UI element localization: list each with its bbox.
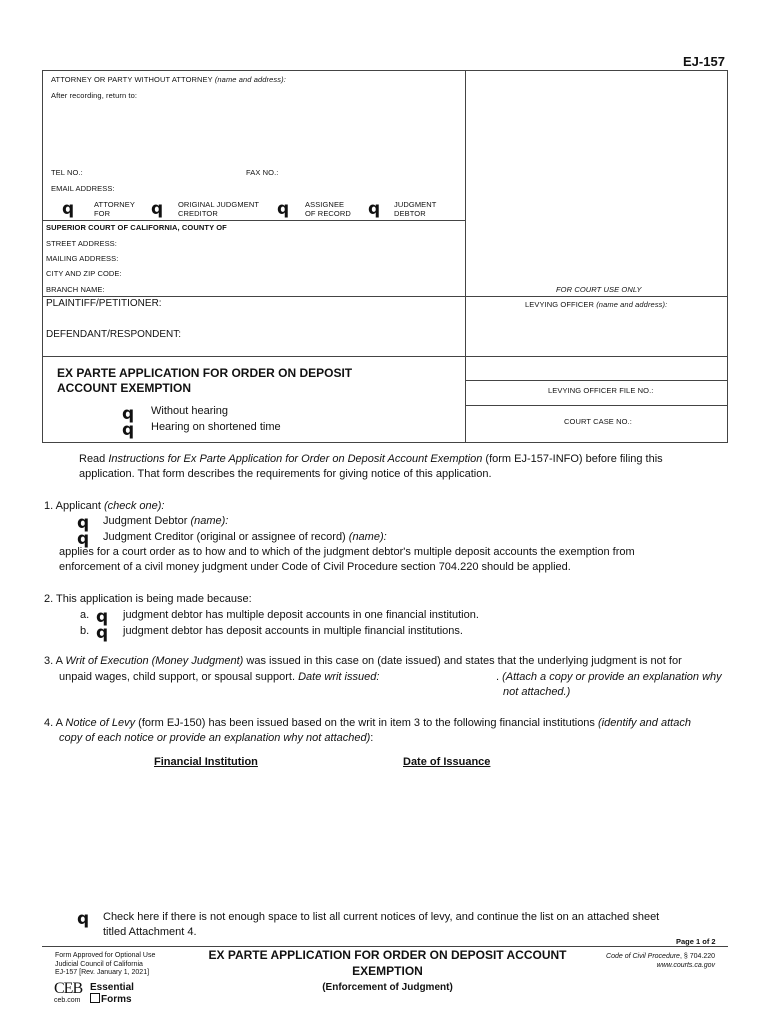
court-label: SUPERIOR COURT OF CALIFORNIA, COUNTY OF	[46, 223, 227, 232]
court-case-no-label: COURT CASE NO.:	[564, 417, 632, 426]
page-number: Page 1 of 2	[676, 937, 716, 946]
item2-a-label: a.	[80, 609, 90, 621]
role-checkbox-attorney[interactable]: q	[62, 199, 75, 219]
item4-line1: 4. A Notice of Levy (form EJ-150) has been issued based on the writ in item 3 to the following financial institutions (identify and attach	[44, 717, 691, 729]
after-recording: After recording, return to:	[51, 91, 138, 100]
city-label: CITY AND ZIP CODE:	[46, 269, 122, 278]
role-label-attorney: ATTORNEY FOR	[94, 200, 135, 218]
caption-divider	[465, 70, 466, 443]
email-label: EMAIL ADDRESS:	[51, 184, 115, 193]
footer-title: EX PARTE APPLICATION FOR ORDER ON DEPOSIT ACCOUNT EXEMPTION (Enforcement of Judgment)	[208, 948, 567, 993]
item2-b-checkbox[interactable]: q	[96, 623, 109, 643]
col-date-of-issuance: Date of Issuance	[403, 756, 491, 768]
intro-text: Read Instructions for Ex Parte Application for Order on Deposit Account Exemption (form EJ-157-INFO) before filing this application. That form describes the requirements for giving notice of this application.	[79, 453, 663, 480]
code-reference: Code of Civil Procedure, § 704.220 www.courts.ca.gov	[606, 953, 715, 969]
role-checkbox-assignee[interactable]: q	[277, 199, 290, 219]
role-label-assignee: ASSIGNEE OF RECORD	[305, 200, 351, 218]
item3-line2: unpaid wages, child support, or spousal support. Date writ issued:	[59, 671, 380, 683]
form-id: EJ-157	[683, 54, 725, 69]
item4-line2: copy of each notice or provide an explanation why not attached):	[59, 732, 374, 744]
role-label-debtor: JUDGMENT DEBTOR	[394, 200, 437, 218]
form-title: EX PARTE APPLICATION FOR ORDER ON DEPOSIT ACCOUNT EXEMPTION	[57, 366, 353, 395]
role-checkbox-debtor[interactable]: q	[368, 199, 381, 219]
without-hearing-checkbox[interactable]: q	[122, 404, 135, 424]
item2-b-label: b.	[80, 625, 90, 637]
attachment-text: Check here if there is not enough space to list all current notices of levy, and continue the list on an attached sheet titled Attachment 4.	[103, 911, 660, 938]
plaintiff-label: PLAINTIFF/PETITIONER:	[46, 298, 162, 309]
shortened-hearing-checkbox[interactable]: q	[122, 420, 135, 440]
tel-label: TEL NO.:	[51, 168, 83, 177]
col-financial-institution: Financial Institution	[154, 756, 258, 768]
item1-debtor-checkbox[interactable]: q	[77, 513, 90, 533]
item3-line3: not attached.)	[503, 686, 571, 698]
fax-label: FAX NO.:	[246, 168, 279, 177]
role-label-creditor: ORIGINAL JUDGMENT CREDITOR	[178, 200, 260, 218]
shortened-hearing-label: Hearing on shortened time	[151, 421, 281, 433]
attachment-checkbox[interactable]: q	[77, 909, 90, 929]
item1-body: applies for a court order as to how and to which of the judgment debtor's multiple deposit accounts the exemption from enforcement of a civil money judgment under Code of Civil Procedure section 704.220 should be applied.	[59, 546, 635, 573]
item1-lead: 1. Applicant (check one):	[44, 500, 165, 512]
levying-officer-label: LEVYING OFFICER (name and address):	[525, 300, 668, 309]
role-checkbox-creditor[interactable]: q	[151, 199, 164, 219]
essential-forms-logo: Essential Forms	[90, 982, 134, 1005]
branch-label: BRANCH NAME:	[46, 285, 105, 294]
item1-creditor-checkbox[interactable]: q	[77, 529, 90, 549]
forms-badge-icon	[90, 993, 100, 1003]
ceb-logo: CEB ceb.com	[54, 980, 83, 1004]
item1-debtor-label: Judgment Debtor (name):	[103, 515, 229, 527]
item1-creditor-label: Judgment Creditor (original or assignee of record) (name):	[103, 531, 387, 543]
attorney-label: ATTORNEY OR PARTY WITHOUT ATTORNEY (name and address):	[51, 75, 286, 84]
without-hearing-label: Without hearing	[151, 405, 229, 417]
street-label: STREET ADDRESS:	[46, 239, 117, 248]
approved-text: Form Approved for Optional Use Judicial Council of California EJ-157 [Rev. January 1, 2021]	[55, 952, 156, 976]
item3-line1: 3. A Writ of Execution (Money Judgment) was issued in this case on (date issued) and states that the underlying judgment is not for	[44, 655, 682, 667]
item3-attach-note: . (Attach a copy or provide an explanation why	[496, 671, 722, 683]
item2-lead: 2. This application is being made because:	[44, 593, 252, 605]
court-use-label: FOR COURT USE ONLY	[556, 285, 642, 294]
item2-a-checkbox[interactable]: q	[96, 607, 109, 627]
defendant-label: DEFENDANT/RESPONDENT:	[46, 329, 182, 340]
levying-file-no-label: LEVYING OFFICER FILE NO.:	[548, 386, 654, 395]
item2-a-text: judgment debtor has multiple deposit accounts in one financial institution.	[123, 609, 479, 621]
mailing-label: MAILING ADDRESS:	[46, 254, 119, 263]
item2-b-text: judgment debtor has deposit accounts in multiple financial institutions.	[123, 625, 463, 637]
